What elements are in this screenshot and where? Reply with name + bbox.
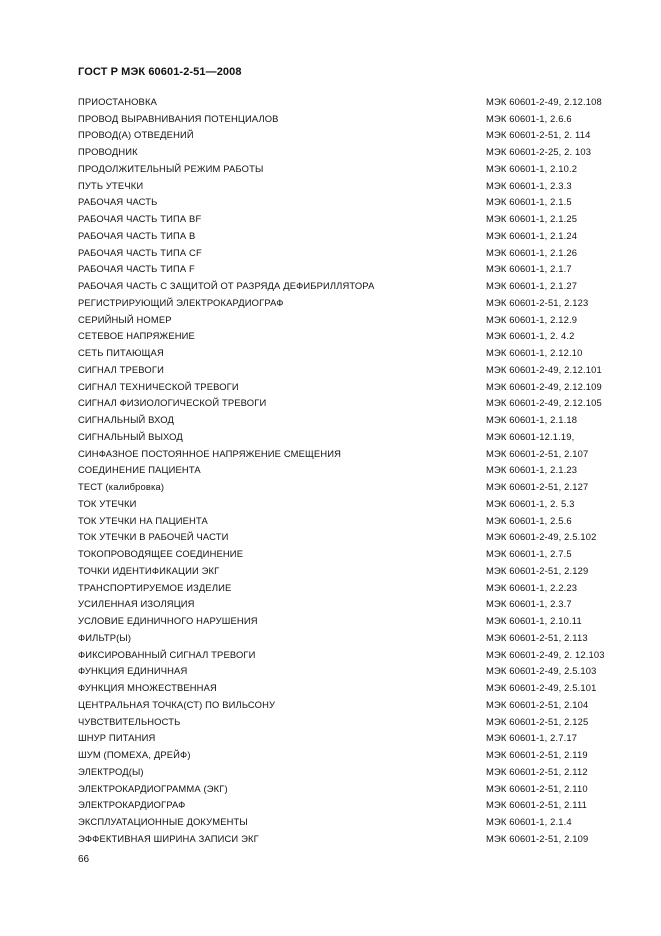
index-reference: МЭК 60601-2-51, 2.119: [486, 749, 588, 761]
index-row: [78, 328, 618, 345]
index-row: [78, 562, 618, 579]
index-term: ПРОВОД(А) ОТВЕДЕНИЙ: [78, 129, 194, 141]
index-reference: МЭК 60601-1, 2.1.7: [486, 263, 572, 275]
index-row: [78, 512, 618, 529]
index-term: ТРАНСПОРТИРУЕМОЕ ИЗДЕЛИЕ: [78, 581, 232, 593]
index-row: [78, 428, 618, 445]
index-row: [78, 646, 618, 663]
index-term: ФИЛЬТР(Ы): [78, 631, 132, 643]
index-reference: МЭК 60601-2-51, 2.104: [486, 698, 589, 710]
index-row: [78, 529, 618, 546]
index-reference: МЭК 60601-2-51, 2.110: [486, 782, 588, 794]
index-row: [78, 210, 618, 227]
index-reference: МЭК 60601-1, 2.1.24: [486, 229, 578, 241]
index-term: РАБОЧАЯ ЧАСТЬ ТИПА В: [78, 229, 196, 241]
index-row: [78, 311, 618, 328]
index-reference: МЭК 60601-2-49, 2.12.101: [486, 363, 602, 375]
index-term: ЭЛЕКТРОКАРДИОГРАФ: [78, 799, 186, 811]
index-term: СИГНАЛ ТЕХНИЧЕСКОЙ ТРЕВОГИ: [78, 380, 239, 392]
index-reference: МЭК 60601-2-51, 2.123: [486, 296, 589, 308]
index-term: СЕТЕВОЕ НАПРЯЖЕНИЕ: [78, 330, 195, 342]
index-term: РАБОЧАЯ ЧАСТЬ ТИПА BF: [78, 213, 202, 225]
index-row: [78, 696, 618, 713]
index-term: РЕГИСТРИРУЮЩИЙ ЭЛЕКТРОКАРДИОГРАФ: [78, 296, 284, 308]
index-term: ФИКСИРОВАННЫЙ СИГНАЛ ТРЕВОГИ: [78, 648, 256, 660]
index-row: [78, 730, 618, 747]
document-header: ГОСТ Р МЭК 60601-2-51—2008: [78, 66, 242, 78]
index-row: [78, 344, 618, 361]
index-reference: МЭК 60601-1, 2. 4.2: [486, 330, 575, 342]
index-reference: МЭК 60601-2-49, 2.5.103: [486, 665, 597, 677]
index-term: УСЛОВИЕ ЕДИНИЧНОГО НАРУШЕНИЯ: [78, 615, 258, 627]
index-reference: МЭК 60601-2-51, 2.109: [486, 832, 589, 844]
index-term: РАБОЧАЯ ЧАСТЬ: [78, 196, 158, 208]
index-row: [78, 780, 618, 797]
index-row: [78, 612, 618, 629]
index-term: СОЕДИНЕНИЕ ПАЦИЕНТА: [78, 464, 201, 476]
index-reference: МЭК 60601-2-51, 2.112: [486, 765, 588, 777]
index-term: УСИЛЕННАЯ ИЗОЛЯЦИЯ: [78, 598, 195, 610]
index-term: ЧУВСТВИТЕЛЬНОСТЬ: [78, 715, 181, 727]
terms-index-list: [78, 93, 618, 847]
index-term: ЭФФЕКТИВНАЯ ШИРИНА ЗАПИСИ ЭКГ: [78, 832, 259, 844]
index-row: [78, 143, 618, 160]
index-row: [78, 797, 618, 814]
index-row: [78, 830, 618, 847]
index-term: ПРИОСТАНОВКА: [78, 95, 157, 107]
index-term: СИГНАЛ ФИЗИОЛОГИЧЕСКОЙ ТРЕВОГИ: [78, 397, 267, 409]
index-reference: МЭК 60601-1, 2.1.23: [486, 464, 578, 476]
index-row: [78, 596, 618, 613]
index-row: [78, 545, 618, 562]
index-term: СЕРИЙНЫЙ НОМЕР: [78, 313, 172, 325]
index-term: ЦЕНТРАЛЬНАЯ ТОЧКА(СТ) ПО ВИЛЬСОНУ: [78, 698, 276, 710]
index-row: [78, 713, 618, 730]
index-reference: МЭК 60601-1, 2.7.17: [486, 732, 578, 744]
index-row: [78, 110, 618, 127]
index-term: ТОК УТЕЧКИ В РАБОЧЕЙ ЧАСТИ: [78, 531, 229, 543]
index-row: [78, 194, 618, 211]
index-reference: МЭК 60601-1, 2.10.11: [486, 615, 582, 627]
index-term: СИГНАЛЬНЫЙ ВЫХОД: [78, 430, 183, 442]
index-row: [78, 478, 618, 495]
index-reference: МЭК 60601-1, 2.1.4: [486, 816, 572, 828]
index-reference: МЭК 60601-1, 2.1.18: [486, 414, 578, 426]
index-reference: МЭК 60601-2-51, 2.125: [486, 715, 589, 727]
index-term: ЭЛЕКТРОКАРДИОГРАММА (ЭКГ): [78, 782, 228, 794]
page-number: 66: [78, 854, 90, 865]
index-term: ШУМ (ПОМЕХА, ДРЕЙФ): [78, 749, 191, 761]
index-term: ПРОВОДНИК: [78, 146, 138, 158]
index-term: СИНФАЗНОЕ ПОСТОЯННОЕ НАПРЯЖЕНИЕ СМЕЩЕНИЯ: [78, 447, 342, 459]
index-term: ФУНКЦИЯ МНОЖЕСТВЕННАЯ: [78, 682, 217, 694]
index-row: [78, 361, 618, 378]
index-reference: МЭК 60601-2-49, 2.12.105: [486, 397, 602, 409]
index-term: ПРОДОЛЖИТЕЛЬНЫЙ РЕЖИМ РАБОТЫ: [78, 162, 264, 174]
index-term: ТОК УТЕЧКИ: [78, 497, 137, 509]
index-row: [78, 411, 618, 428]
index-row: [78, 227, 618, 244]
index-term: РАБОЧАЯ ЧАСТЬ ТИПА CF: [78, 246, 202, 258]
index-reference: МЭК 60601-2-51, 2. 114: [486, 129, 591, 141]
index-row: [78, 244, 618, 261]
index-reference: МЭК 60601-2-51, 2.111: [486, 799, 587, 811]
index-term: ШНУР ПИТАНИЯ: [78, 732, 156, 744]
index-row: [78, 663, 618, 680]
index-reference: МЭК 60601-1, 2.3.7: [486, 598, 572, 610]
index-reference: МЭК 60601-2-51, 2.113: [486, 631, 588, 643]
index-term: ПУТЬ УТЕЧКИ: [78, 179, 144, 191]
index-row: [78, 378, 618, 395]
index-row: [78, 763, 618, 780]
index-row: [78, 445, 618, 462]
index-row: [78, 294, 618, 311]
index-term: ТОК УТЕЧКИ НА ПАЦИЕНТА: [78, 514, 208, 526]
index-term: ТОЧКИ ИДЕНТИФИКАЦИИ ЭКГ: [78, 564, 220, 576]
index-reference: МЭК 60601-1, 2.1.26: [486, 246, 578, 258]
index-reference: МЭК 60601-1, 2.1.5: [486, 196, 572, 208]
index-reference: МЭК 60601-2-25, 2. 103: [486, 146, 592, 158]
index-row: [78, 746, 618, 763]
index-row: [78, 495, 618, 512]
index-term: ФУНКЦИЯ ЕДИНИЧНАЯ: [78, 665, 188, 677]
index-reference: МЭК 60601-2-51, 2.129: [486, 564, 589, 576]
index-row: [78, 277, 618, 294]
index-term: СЕТЬ ПИТАЮЩАЯ: [78, 347, 164, 359]
index-reference: МЭК 60601-2-51, 2.127: [486, 481, 589, 493]
index-reference: МЭК 60601-1, 2.1.27: [486, 280, 578, 292]
index-term: ЭЛЕКТРОД(Ы): [78, 765, 144, 777]
index-reference: МЭК 60601-1, 2. 5.3: [486, 497, 575, 509]
index-reference: МЭК 60601-1, 2.3.3: [486, 179, 572, 191]
index-reference: МЭК 60601-12.1.19,: [486, 430, 575, 442]
index-reference: МЭК 60601-1, 2.12.9: [486, 313, 578, 325]
index-term: СИГНАЛЬНЫЙ ВХОД: [78, 414, 174, 426]
index-row: [78, 679, 618, 696]
index-reference: МЭК 60601-1, 2.6.6: [486, 112, 572, 124]
index-reference: МЭК 60601-1, 2.12.10: [486, 347, 583, 359]
index-term: РАБОЧАЯ ЧАСТЬ ТИПА F: [78, 263, 195, 275]
index-row: [78, 579, 618, 596]
index-reference: МЭК 60601-2-49, 2. 12.103: [486, 648, 605, 660]
index-row: [78, 261, 618, 278]
index-row: [78, 629, 618, 646]
index-term: ТЕСТ (калибровка): [78, 481, 165, 493]
index-reference: МЭК 60601-1, 2.7.5: [486, 548, 572, 560]
index-reference: МЭК 60601-2-49, 2.5.101: [486, 682, 597, 694]
index-row: [78, 395, 618, 412]
index-reference: МЭК 60601-1, 2.10.2: [486, 162, 578, 174]
index-row: [78, 177, 618, 194]
index-row: [78, 462, 618, 479]
index-reference: МЭК 60601-2-49, 2.12.109: [486, 380, 602, 392]
index-reference: МЭК 60601-1, 2.5.6: [486, 514, 572, 526]
index-term: РАБОЧАЯ ЧАСТЬ С ЗАЩИТОЙ ОТ РАЗРЯДА ДЕФИБРИЛЛЯТОРА: [78, 280, 375, 292]
index-term: ЭКСПЛУАТАЦИОННЫЕ ДОКУМЕНТЫ: [78, 816, 248, 828]
index-reference: МЭК 60601-1, 2.1.25: [486, 213, 578, 225]
index-term: СИГНАЛ ТРЕВОГИ: [78, 363, 164, 375]
index-row: [78, 813, 618, 830]
index-row: [78, 127, 618, 144]
index-reference: МЭК 60601-2-49, 2.12.108: [486, 95, 602, 107]
index-row: [78, 93, 618, 110]
index-reference: МЭК 60601-2-49, 2.5.102: [486, 531, 597, 543]
index-reference: МЭК 60601-1, 2.2.23: [486, 581, 578, 593]
index-term: ПРОВОД ВЫРАВНИВАНИЯ ПОТЕНЦИАЛОВ: [78, 112, 279, 124]
index-row: [78, 160, 618, 177]
index-term: ТОКОПРОВОДЯЩЕЕ СОЕДИНЕНИЕ: [78, 548, 244, 560]
index-reference: МЭК 60601-2-51, 2.107: [486, 447, 589, 459]
